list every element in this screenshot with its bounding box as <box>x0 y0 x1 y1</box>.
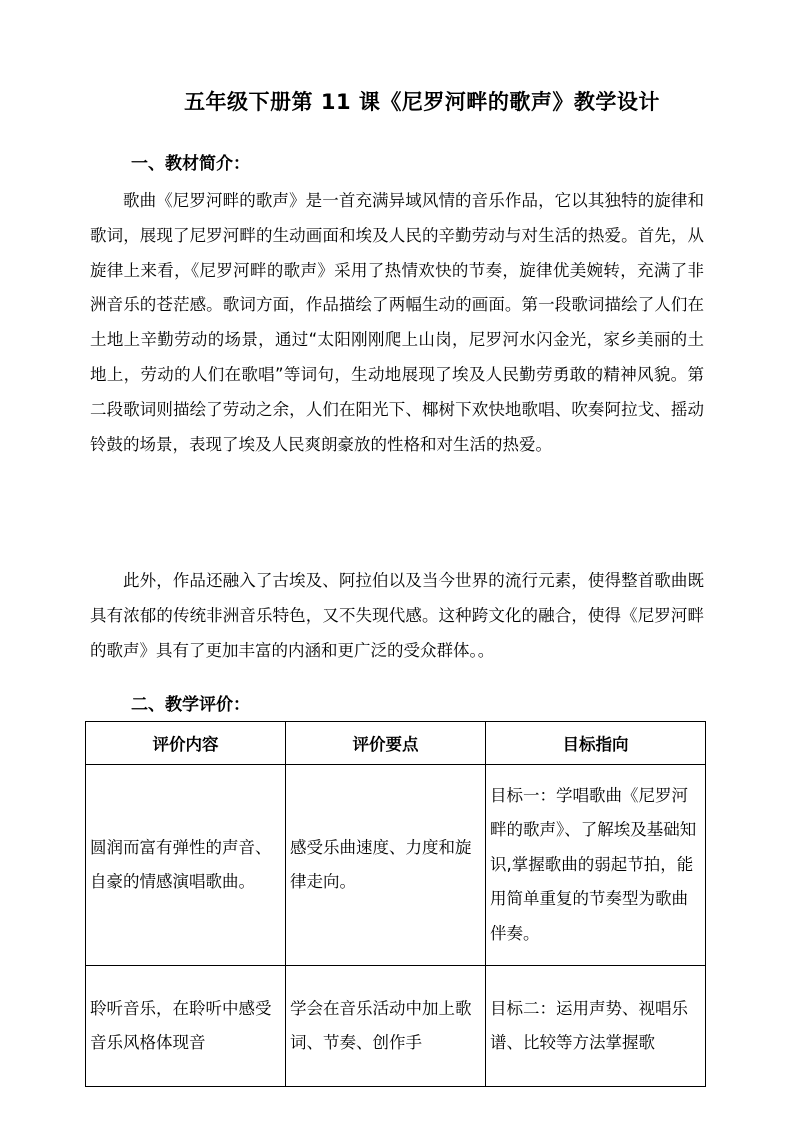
section-heading-evaluation: 二、教学评价： <box>131 695 250 715</box>
table-header-cell: 目标指向 <box>486 722 706 765</box>
intro-paragraph-1: 歌曲《尼罗河畔的歌声》是一首充满异域风情的音乐作品，它以其独特的旋律和歌词，展现了尼罗河畔的生动画面和埃及人民的辛勤劳动与对生活的热爱。首先，从旋律上来看，《尼罗河畔的歌声》采用了热情欢快的节奏，旋律优美婉转，充满了非洲音乐的苍茫感。歌词方面，作品描绘了两幅生动的画面。第一段歌词描绘了人们在土地上辛勤劳动的场景，通过“太阳刚刚爬上山岗，尼罗河水闪金光，家乡美丽的土地上，劳动的人们在歌唱”等词句，生动地展现了埃及人民勤劳勇敢的精神风貌。第二段歌词则描绘了劳动之余，人们在阳光下、椰树下欢快地歌唱、吹奏阿拉戈、摇动铃鼓的场景，表现了埃及人民爽朗豪放的性格和对生活的热爱。 <box>90 191 704 454</box>
section-heading-intro: 一、教材简介： <box>131 154 250 174</box>
table-row <box>86 966 706 1087</box>
table-cell: 目标一：学唱歌曲《尼罗河畔的歌声》、了解埃及基础知识,掌握歌曲的弱起节拍，能用简单重复的节奏型为歌曲伴奏。 <box>486 765 706 966</box>
intro-paragraph-2: 此外，作品还融入了古埃及、阿拉伯以及当今世界的流行元素，使得整首歌曲既具有浓郁的传统非洲音乐特色，又不失现代感。这种跨文化的融合，使得《尼罗河畔的歌声》具有了更加丰富的内涵和更广泛的受众群体。。 <box>90 571 704 660</box>
table-cell: 感受乐曲速度、力度和旋律走向。 <box>286 765 486 966</box>
table-cell: 目标二：运用声势、视唱乐谱、比较等方法掌握歌 <box>486 966 706 1087</box>
evaluation-table <box>85 721 706 1087</box>
table-header-row <box>86 722 706 765</box>
table-header-cell: 评价要点 <box>286 722 486 765</box>
table-cell: 学会在音乐活动中加上歌词、节奏、创作手 <box>286 966 486 1087</box>
table-cell: 圆润而富有弹性的声音、自豪的情感演唱歌曲。 <box>86 765 286 966</box>
document-title: 五年级下册第 11 课《尼罗河畔的歌声》教学设计 <box>184 90 660 114</box>
table-row <box>86 765 706 966</box>
table-header-cell: 评价内容 <box>86 722 286 765</box>
table-cell: 聆听音乐，在聆听中感受音乐风格体现音 <box>86 966 286 1087</box>
